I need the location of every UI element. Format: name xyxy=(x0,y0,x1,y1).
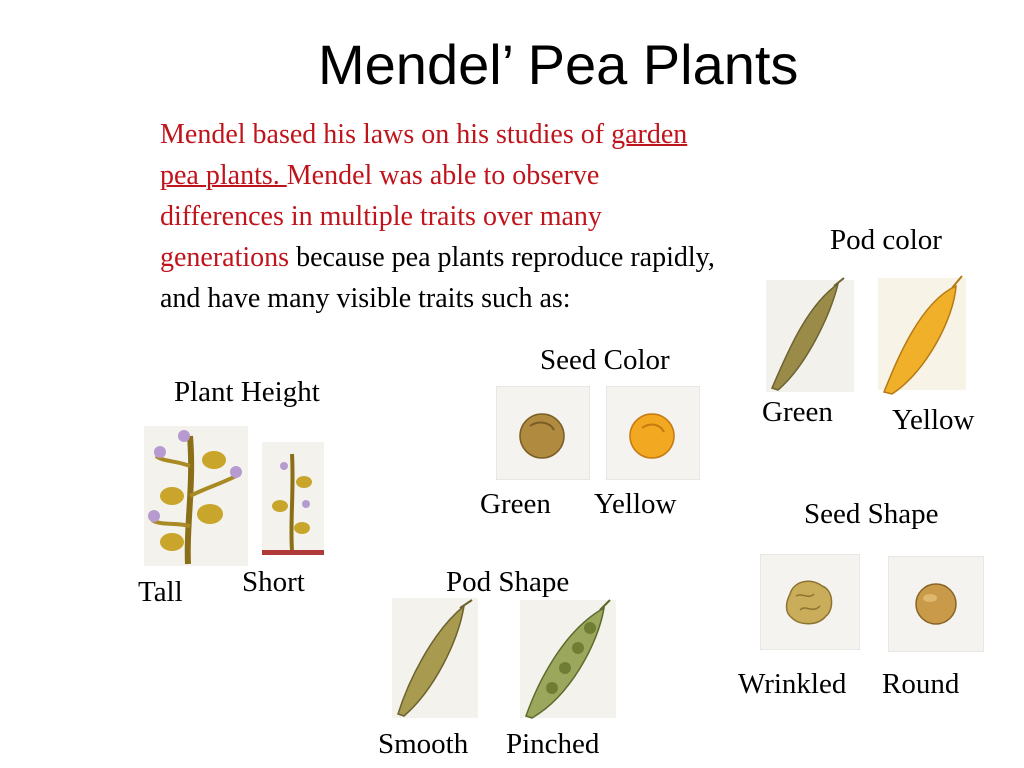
pod-color-heading: Pod color xyxy=(830,224,942,256)
plant-height-heading: Plant Height xyxy=(174,376,320,408)
seed-shape-round-label: Round xyxy=(882,668,960,700)
tall-plant-image xyxy=(144,426,248,566)
yellow-pod-image xyxy=(876,272,968,396)
smooth-pod-image xyxy=(392,598,478,718)
intro-paragraph xyxy=(160,114,730,319)
intro-text-black: because pea plants reproduce rapidly, and have many visible traits such as: xyxy=(160,242,715,314)
plant-height-short-label: Short xyxy=(242,566,305,598)
plant-height-tall-label: Tall xyxy=(138,576,183,608)
green-seed-image xyxy=(496,386,590,480)
pinched-pod-image xyxy=(520,596,616,720)
seed-color-green-label: Green xyxy=(480,488,551,520)
intro-text-red-1: Mendel based his laws on his studies of xyxy=(160,119,605,150)
intro-text-red-2: Mendel was able to observe differences in multiple traits over many generations xyxy=(160,160,602,273)
pod-shape-heading: Pod Shape xyxy=(446,566,570,598)
pod-shape-pinched-label: Pinched xyxy=(506,728,600,760)
seed-shape-wrinkled-label: Wrinkled xyxy=(738,668,847,700)
pod-color-yellow-label: Yellow xyxy=(892,404,975,436)
seed-color-heading: Seed Color xyxy=(540,344,670,376)
seed-shape-heading: Seed Shape xyxy=(804,498,939,530)
pod-shape-smooth-label: Smooth xyxy=(378,728,469,760)
round-seed-image xyxy=(888,556,984,652)
yellow-seed-image xyxy=(606,386,700,480)
pod-color-green-label: Green xyxy=(762,396,833,428)
wrinkled-seed-image xyxy=(760,554,860,650)
page-title: Mendel’ Pea Plants xyxy=(318,33,799,96)
short-plant-image xyxy=(262,442,324,556)
seed-color-yellow-label: Yellow xyxy=(594,488,677,520)
green-pod-image xyxy=(766,276,854,394)
intro-text-underlined: garden pea plants. xyxy=(160,119,688,191)
